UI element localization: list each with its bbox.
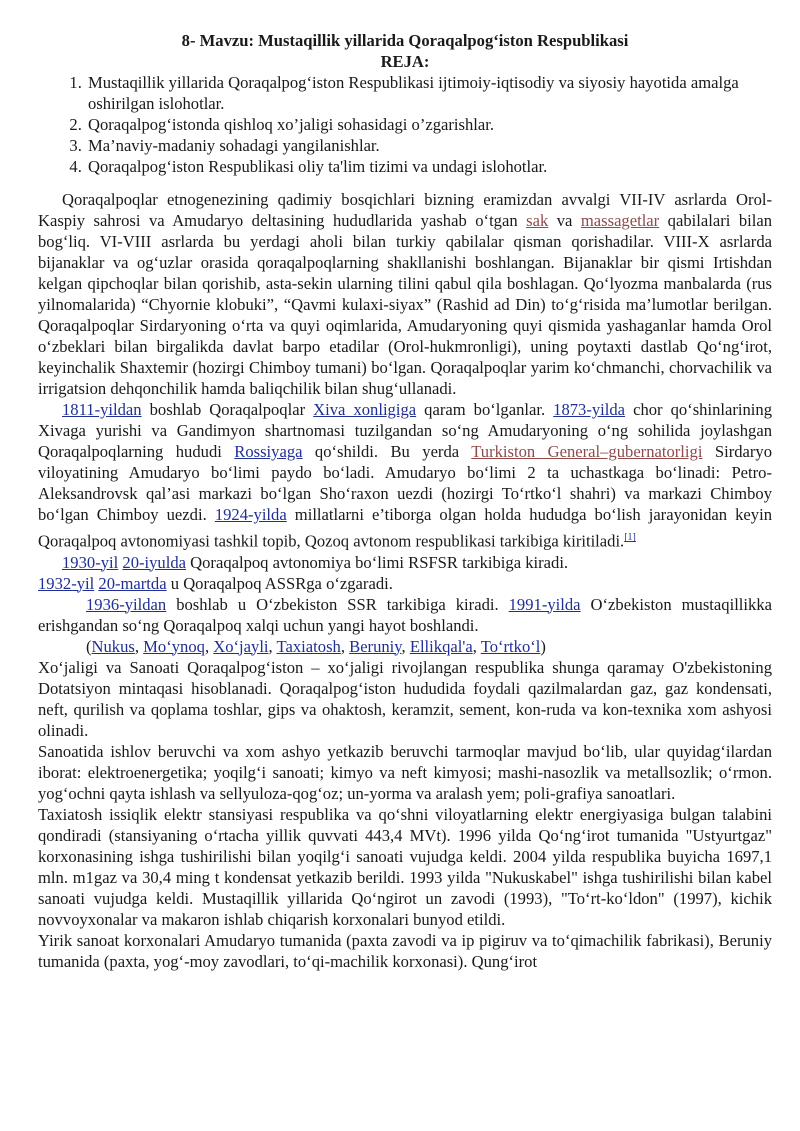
link-city-tortkol[interactable]: To‘rtko‘l: [480, 636, 541, 656]
separator: ,: [134, 636, 144, 656]
paragraph-energy: Taxiatosh issiqlik elektr stansiyasi respublika va qo‘shni viloyatlarning elektr energiyasiga bulgan talabini qondiradi (stansiyaning o‘rtacha yillik quvvati 443,4 MVt). 1996 yilda Qo‘ng‘irot tumanida "Ustyurtgaz" korxonasining ishga tushirilishi bilan yoqilg‘i sanoati vujudga keldi. 2004 yilda respublika buyicha 1697,1 mln. m1gaz va 30,4 ming t kondensat yetkazib berildi. 1993 yilda "Nukuskabel" ishga tushirilishi bilan kabel sanoati vujudga keldi. Mustaqillik yillarida Qo‘ngirot un zavodi (1993), "To‘rt-ko‘ldon" (1997), kichik novvoyxonalar va makaron ishlab chiqarish korxonalari bunyod etildi.: [38, 804, 772, 929]
footnote-ref: [624, 528, 636, 543]
link-1924[interactable]: 1924-yilda: [214, 505, 287, 524]
plan-item: 4. Qoraqalpog‘iston Respublikasi oliy ta'lim tizimi va undagi islohotlar.: [86, 156, 772, 177]
text-run: millatlarni e’tiborga olgan holda hududga bo‘lish jarayonidan keyin Qoraqalpoq avtonomiyasi tashkil topib, Qozoq avtonom respublikasi tarkibiga kiritiladi.: [38, 505, 772, 551]
document-page: [38, 30, 772, 972]
text-run: qabilalari bilan bog‘liq. VI-VIII asrlarda bu yerdagi aholi bilan turkiy qabilalar qisman qorishadilar. VIII-X asrlarda bijanaklar va og‘uzlar orasida qoraqalpoqlarning shakllanishi boshlangan. Bijanaklar bir qismi Irtishdan kelgan qipchoqlar bilan qorishib, asta-sekin ularning tilini qabul qila boshlagan. Qo‘lyozma manbalarda (rus yilnomalarida) “Chyornie klobuki”, “Qavmi kulaxi-siyax” (Rashid ad Din) to‘g‘risida ma’lumotlar berilgan. Qoraqalpoqlar Sirdaryoning o‘rta va quyi oqimlarida, Amudaryoning quyi qismida yashaganlar hamda Orol o‘zbeklari bilan birgalikda davlat barpo etadilar (Orol-hukmronligi), uning poytaxti dastlab Qo‘ng‘irot, keyinchalik Shaxtemir (hozirgi Chimboy tumani) bo‘lgan. Qoraqalpoqlar yarim ko‘chmanchi, chorvachilik va irrigatsion dehqonchilik hamda baliqchilik bilan shug‘ullanadi.: [38, 211, 772, 398]
paragraph-history: [38, 399, 772, 552]
paragraph-1936: [38, 594, 772, 636]
spacer: [38, 177, 772, 189]
document-title: 8- Mavzu: Mustaqillik yillarida Qoraqalpog‘iston Respublikasi: [181, 31, 629, 50]
link-xiva-xonligi[interactable]: Xiva xonligiga: [313, 400, 417, 419]
text-run: O‘zbekiston mustaqillikka erishgandan so‘ng Qoraqalpoq xalqi uchun yangi hayot boshlandi.: [38, 594, 772, 635]
link-city-taxiatosh[interactable]: Taxiatosh: [276, 636, 341, 656]
text-run: Sirdaryo viloyatining Amudaryo bo‘limi paydo bo‘ladi. Amudaryo bo‘limi 2 ta uchastkaga bo‘linadi: Petro-Aleksandrovsk qal’asi markazi bo‘lgan Sho‘raxon uezdi (hozirgi To‘rtko‘l shahri) va markazi Chimboy bo‘lgan Chimboy uezdi.: [38, 442, 773, 524]
separator: ,: [268, 636, 277, 656]
separator: ,: [401, 636, 410, 656]
footnote-link[interactable]: [1]: [624, 532, 636, 543]
paren-open: (: [86, 636, 92, 656]
plan-list: [38, 72, 772, 177]
text-run: Qoraqalpoqlar etnogenezining qadimiy bosqichlari bizning eramizdan avvalgi VII-IV asrlarda Orol-Kaspiy sahrosi va Amudaryo deltasining hududlarida yashab o‘tgan: [38, 190, 772, 230]
plan-item: 2. Qoraqalpog‘istonda qishloq xo’jaligi sohasidagi o’zgarishlar.: [86, 114, 772, 135]
link-1811[interactable]: 1811-yildan: [62, 400, 142, 419]
text-run: chor qo‘shinlarining Xivaga yurishi va Gandimyon shartnomasi tuzilgandan so‘ng Amudaryoning o‘ng sohilida joylashgan Qoraqalpoqlarning hududi: [38, 400, 772, 461]
paragraph-enterprises: Yirik sanoat korxonalari Amudaryo tumanida (paxta zavodi va ip pigiruv va to‘qimachilik fabrikasi), Beruniy tumanida (paxta, yog‘-moy zavodlari, to‘qi-machilik korxonasi). Qung‘irot: [38, 930, 772, 971]
text-run: u Qoraqalpoq ASSRga o‘zgaradi.: [166, 573, 393, 593]
link-rossiya[interactable]: Rossiyaga: [234, 442, 303, 461]
separator: ,: [204, 636, 214, 656]
paragraph-industry: Sanoatida ishlov beruvchi va xom ashyo yetkazib beruvchi tarmoqlar mavjud bo‘lib, ular quyidag‘ilardan iborat: elektroenergetika; yoqilg‘i sanoati; kimyo va neft kimyosi; mashi-nasozlik va metallsozlik; o‘rmon. yog‘ochni qayta ishlash va sellyuloza-qog‘oz; un-yorma va aralash yem; poli-grafiya sanoatlari.: [38, 741, 772, 803]
paragraph-economy: Xo‘jaligi va Sanoati Qoraqalpog‘iston – xo‘jaligi rivojlangan respublika shunga qaramay O'zbekistoning Dotatsiyon mintaqasi hisoblanadi. Qoraqalpog‘iston hududida foydali qazilmalardan gaz, gaz kondensati, neft, qurilish va qoplama toshlar, gips va ohaktosh, keramzit, sement, kon-ruda va kon-texnika xom ashyosi olinadi.: [38, 657, 772, 740]
separator: ,: [472, 636, 481, 656]
link-20-iyul[interactable]: 20-iyulda: [122, 552, 186, 572]
plan-heading: REJA:: [380, 52, 430, 71]
text-run: boshlab u O‘zbekiston SSR tarkibiga kiradi.: [166, 594, 509, 614]
link-city-ellikqala[interactable]: Ellikqal'a: [409, 636, 473, 656]
paragraph-ethnogenesis: [38, 189, 772, 399]
paren-close: ): [540, 636, 546, 656]
text-run: va: [548, 211, 581, 230]
plan-item: 1. Mustaqillik yillarida Qoraqalpog‘iston Respublikasi ijtimoiy-iqtisodiy va siyosiy hayotida amalga oshirilgan islohotlar.: [86, 72, 772, 114]
text-run: qaram bo‘lganlar.: [416, 400, 554, 419]
text-run: boshlab Qoraqalpoqlar: [141, 400, 314, 419]
link-city-nukus[interactable]: Nukus: [91, 636, 135, 656]
text-run: qo‘shildi. Bu yerda: [302, 442, 472, 461]
text-run: Qoraqalpoq avtonomiya bo‘limi RSFSR tarkibiga kiradi.: [186, 552, 569, 572]
link-20-mart[interactable]: 20-martda: [98, 573, 167, 593]
link-1991[interactable]: 1991-yilda: [508, 594, 581, 614]
link-1873[interactable]: 1873-yilda: [553, 400, 626, 419]
paragraph-1932: [38, 573, 772, 594]
link-1936[interactable]: 1936-yildan: [86, 594, 167, 614]
link-turkiston[interactable]: Turkiston General–gubernatorligi: [471, 442, 703, 461]
link-massagetlar[interactable]: massagetlar: [580, 211, 660, 230]
link-city-beruniy[interactable]: Beruniy: [349, 636, 402, 656]
paragraph-1930: [38, 552, 772, 573]
plan-item: 3. Ma’naviy-madaniy sohadagi yangilanishlar.: [86, 135, 772, 156]
link-city-moynoq[interactable]: Mo‘ynoq: [143, 636, 205, 656]
separator: ,: [340, 636, 350, 656]
cities-line: [38, 636, 772, 657]
link-city-xojayli[interactable]: Xo‘jayli: [213, 636, 269, 656]
link-1932[interactable]: 1932-yil: [38, 573, 95, 593]
link-1930[interactable]: 1930-yil: [62, 552, 119, 572]
link-sak[interactable]: sak: [526, 211, 549, 230]
